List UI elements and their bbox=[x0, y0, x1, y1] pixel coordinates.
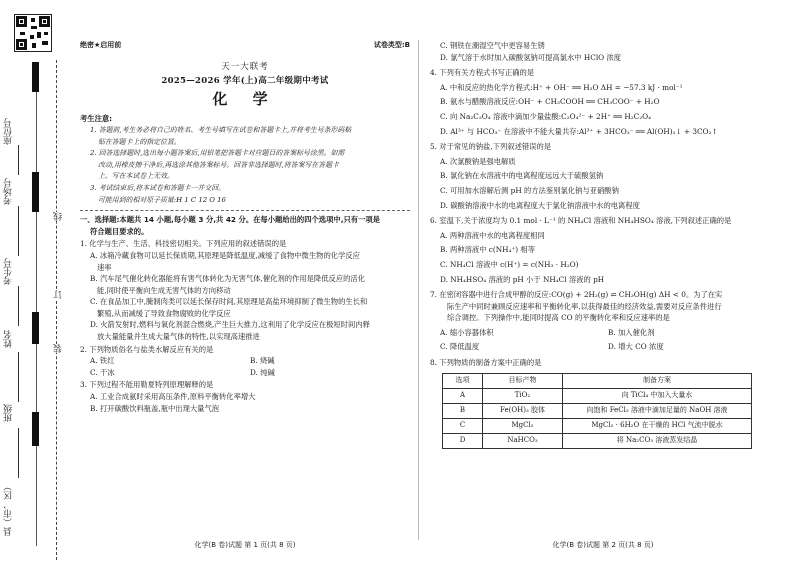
option-d-cont: 放大量能量并生成大量气体的特性,以实现高速推进 bbox=[97, 332, 260, 342]
table-cell: 向 TiCl₄ 中加入大量水 bbox=[563, 388, 752, 403]
option-b: B. 打开碳酸饮料瓶盖,瓶中出现大量气泡 bbox=[90, 403, 220, 413]
column-divider bbox=[418, 40, 419, 540]
option-d: D. Al³⁺ 与 HCO₃⁻ 在溶液中不能大量共存:Al³⁺ + 3HCO₃⁻ ══ Al(OH)₃↓ + 3CO₂↑ bbox=[440, 126, 718, 136]
table-cell: NaHCO₃ bbox=[483, 433, 563, 448]
option-d: D. 氯气溶于水时加入碳酸氢钠可提高氯水中 HClO 浓度 bbox=[440, 52, 622, 62]
paper-type-label: 试卷类型:B bbox=[373, 41, 410, 49]
table-cell: MgCl₂ bbox=[483, 418, 563, 433]
option-c: C. NH₄Cl 溶液中 c(H⁺) = c(NH₃ · H₂O) bbox=[440, 259, 579, 269]
margin-rule bbox=[36, 92, 37, 172]
option-b: B. 汽车尾气催化转化器能将有害气体转化为无害气体,催化剂的作用是降低反应的活化 bbox=[90, 274, 366, 284]
option-c: C. 降低温度 bbox=[440, 342, 480, 352]
table-cell: 向饱和 FeCl₃ 溶液中滴加足量的 NaOH 溶液 bbox=[563, 403, 752, 418]
question-8 bbox=[430, 357, 776, 449]
field-room-number: 考场号 bbox=[4, 178, 14, 205]
table-cell: A bbox=[443, 388, 483, 403]
question-stem: 5. 对于常见的钠盐,下列叙述错误的是 bbox=[430, 142, 552, 152]
cut-mark: 线 bbox=[54, 212, 64, 221]
question-2 bbox=[80, 344, 410, 379]
field-seat-number: 座位号 bbox=[4, 118, 14, 145]
subject-title: 化 学 bbox=[212, 89, 278, 108]
option-d: D. NH₄HSO₄ 溶液的 pH 小于 NH₄Cl 溶液的 pH bbox=[440, 274, 605, 284]
question-stem: 8. 下列物质的制备方案中正确的是 bbox=[430, 358, 542, 368]
option-a: A. 缩小容器体积 bbox=[440, 327, 494, 337]
field-name: 姓名 bbox=[4, 330, 14, 348]
note-line: 上。写在本试卷上无效。 bbox=[98, 172, 174, 181]
binding-margin bbox=[0, 0, 72, 579]
table-row bbox=[443, 388, 752, 403]
option-d: D. 火箭发射时,燃料与氧化剂混合燃烧,产生巨大推力,这利用了化学反应在极短时间内释 bbox=[90, 320, 370, 330]
question-stem: 1. 化学与生产、生活、科技密切相关。下列应用的叙述错误的是 bbox=[80, 239, 287, 249]
question-stem: 2. 下列物质俗名与盐类水解反应有关的是 bbox=[80, 344, 214, 354]
option-a-cont: 速率 bbox=[97, 262, 112, 272]
notes-title: 考生注意: bbox=[80, 114, 113, 124]
option-c-cont: 繁殖,从而减缓了导致食物腐败的化学反应 bbox=[97, 308, 231, 318]
question-stem-cont: 际生产中同时兼顾反应速率和平衡转化率,以获得最佳的经济效益,需要对反应条件进行 bbox=[447, 301, 722, 311]
table-row bbox=[443, 403, 752, 418]
margin-rule bbox=[36, 344, 37, 412]
secret-label: 绝密★启用前 bbox=[80, 41, 122, 49]
note-line: 改动,用橡皮擦干净后,再选涂其他答案标号。回答非选择题时,将答案写在答题卡 bbox=[98, 160, 339, 169]
note-line: 3. 考试结束后,将本试卷和答题卡一并交回。 bbox=[90, 183, 225, 192]
table-cell: D bbox=[443, 433, 483, 448]
cut-mark: 装 bbox=[54, 344, 64, 353]
question-4 bbox=[430, 67, 776, 137]
table-row bbox=[443, 418, 752, 433]
page-1 bbox=[80, 40, 410, 414]
exam-title: 2025—2026 学年(上)高二年级期中考试 bbox=[161, 76, 329, 87]
note-line: 2. 回答选择题时,选出每小题答案后,用铅笔把答题卡对应题目的答案标号涂黑。如需 bbox=[90, 149, 345, 158]
option-c: C. 钢铁在潮湿空气中更容易生锈 bbox=[440, 41, 545, 50]
field-county: 县（市、区） bbox=[4, 482, 14, 536]
option-b-cont: 能,同时使平衡向生成无害气体的方向移动 bbox=[97, 285, 231, 295]
field-class: 班级 bbox=[4, 404, 14, 422]
option-b: B. 氨水与醋酸溶液反应:OH⁻ + CH₃COOH ══ CH₃COO⁻ + H₂O bbox=[440, 97, 660, 107]
field-line bbox=[18, 286, 19, 326]
table-cell: TiO₂ bbox=[483, 388, 563, 403]
note-line: 1. 答题前,考生务必将自己的姓名、考生号填写在试卷和答题卡上,并将考生号条形码粘 bbox=[90, 125, 352, 134]
margin-rule bbox=[36, 446, 37, 546]
question-6 bbox=[430, 215, 776, 285]
option-a: A. 冰箱冷藏食物可以延长保质期,其原理是降低温度,减缓了食物中微生物的化学反应 bbox=[90, 250, 360, 260]
margin-rule bbox=[36, 212, 37, 312]
divider-rule bbox=[80, 210, 410, 211]
field-line bbox=[18, 145, 19, 175]
page-footer: 化学(B 卷)试题 第 2 页(共 8 页) bbox=[552, 541, 654, 549]
table-cell: C bbox=[443, 418, 483, 433]
question-5 bbox=[430, 141, 776, 211]
option-d: D. 增大 CO 浓度 bbox=[608, 342, 664, 352]
option-a: A. 两种溶液中水的电离程度相同 bbox=[440, 230, 545, 240]
option-c: C. 干冰 bbox=[90, 367, 115, 377]
question-stem: 7. 在密闭容器中进行合成甲醇的反应:CO(g) + 2H₂(g) ⇌ CH₃OH(g) ΔH < 0。为了在实 bbox=[430, 290, 723, 300]
section-heading-cont: 符合题目要求的。 bbox=[90, 226, 149, 236]
option-c: C. 向 Na₂C₂O₄ 溶液中滴加少量盐酸:C₂O₄²⁻ + 2H⁺ ══ H₂C₂O₄ bbox=[440, 111, 652, 121]
header-row bbox=[80, 40, 410, 52]
table-header: 目标产物 bbox=[483, 373, 563, 388]
page-footer: 化学(B 卷)试题 第 1 页(共 8 页) bbox=[194, 541, 296, 549]
qr-code-icon bbox=[14, 14, 52, 52]
question-stem: 6. 室温下,关于浓度均为 0.1 mol · L⁻¹ 的 NH₄Cl 溶液和 NH₄HSO₄ 溶液,下列叙述正确的是 bbox=[430, 216, 732, 226]
organizer: 天一大联考 bbox=[221, 61, 269, 72]
field-line bbox=[18, 206, 19, 256]
table-cell: Fe(OH)₃ 胶体 bbox=[483, 403, 563, 418]
question-stem-cont: 综合调控。下列操作中,能同时提高 CO 的平衡转化率和反应速率的是 bbox=[447, 313, 670, 323]
table-header: 制备方案 bbox=[563, 373, 752, 388]
margin-black-bar bbox=[32, 172, 39, 212]
field-student-id: 考生号 bbox=[4, 258, 14, 285]
field-line bbox=[18, 428, 19, 478]
table-header-row bbox=[443, 373, 752, 388]
option-a: A. 工业合成氨时采用高压条件,原料平衡转化率增大 bbox=[90, 392, 256, 402]
question-stem: 3. 下列过程不能用勒夏特列原理解释的是 bbox=[80, 380, 214, 390]
option-b: B. 烧碱 bbox=[250, 356, 275, 366]
option-b: B. 加入催化剂 bbox=[608, 327, 655, 337]
field-line bbox=[18, 352, 19, 402]
cut-line bbox=[56, 60, 57, 560]
table-cell: 将 Na₂CO₃ 溶液蒸发结晶 bbox=[563, 433, 752, 448]
option-c: C. 在食品加工中,腌制肉类可以延长保存时间,其原理是高盐环境抑制了微生物的生长和 bbox=[90, 297, 368, 307]
option-a: A. 次氯酸钠是强电解质 bbox=[440, 156, 516, 166]
question-3 bbox=[80, 379, 410, 414]
option-b: B. 氯化钠在水溶液中的电离程度远远大于硫酸氢钠 bbox=[440, 171, 604, 181]
option-a: A. 铁红 bbox=[90, 356, 115, 366]
question-7 bbox=[430, 289, 776, 353]
question-stem: 4. 下列有关方程式书写正确的是 bbox=[430, 68, 535, 78]
note-line: 可能用到的相对原子质量:H 1 C 12 O 16 bbox=[98, 195, 226, 204]
margin-black-bar bbox=[32, 62, 39, 92]
table-cell: B bbox=[443, 403, 483, 418]
question-1 bbox=[80, 238, 410, 342]
table-row bbox=[443, 433, 752, 448]
page-2 bbox=[430, 40, 776, 449]
table-header: 选项 bbox=[443, 373, 483, 388]
option-d: D. 碳酸钠溶液中水的电离程度大于氯化钠溶液中水的电离程度 bbox=[440, 200, 640, 210]
note-line: 贴在答题卡上的指定位置。 bbox=[98, 137, 181, 146]
prep-table bbox=[442, 373, 752, 449]
table-cell: MgCl₂ · 6H₂O 在干燥的 HCl 气流中脱水 bbox=[563, 418, 752, 433]
option-b: B. 两种溶液中 c(NH₄⁺) 相等 bbox=[440, 245, 536, 255]
option-a: A. 中和反应的热化学方程式:H⁺ + OH⁻ ══ H₂O ΔH = −57.3 kJ · mol⁻¹ bbox=[440, 82, 683, 92]
option-d: D. 纯碱 bbox=[250, 367, 275, 377]
cut-mark: 订 bbox=[54, 290, 64, 299]
option-c: C. 可用加水溶解后测 pH 的方法鉴别氯化钠与亚硝酸钠 bbox=[440, 185, 619, 195]
margin-black-bar bbox=[32, 412, 39, 446]
margin-black-bar bbox=[32, 312, 39, 344]
section-heading: 一、选择题:本题共 14 小题,每小题 3 分,共 42 分。在每小题给出的四个选项中,只有一项是 bbox=[80, 215, 380, 225]
